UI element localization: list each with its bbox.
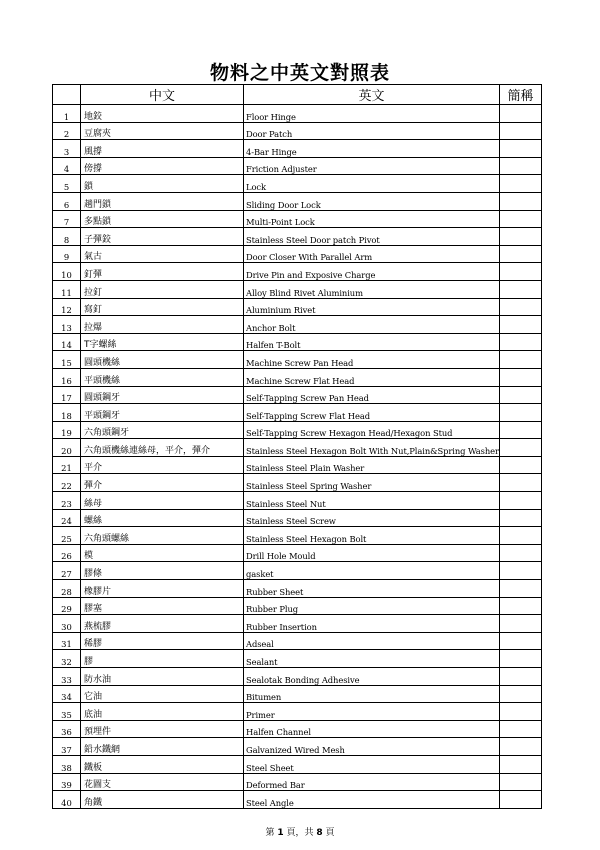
table-row bbox=[53, 703, 542, 721]
table-row bbox=[53, 245, 542, 263]
english-term: Rubber Sheet bbox=[244, 580, 500, 598]
chinese-term: 橡膠片 bbox=[81, 580, 244, 598]
abbreviation-cell bbox=[500, 280, 542, 298]
english-term: Stainless Steel Spring Washer bbox=[244, 474, 500, 492]
row-number: 15 bbox=[53, 351, 81, 369]
abbreviation-cell bbox=[500, 668, 542, 686]
abbreviation-cell bbox=[500, 527, 542, 545]
abbreviation-cell bbox=[500, 122, 542, 140]
table-row bbox=[53, 122, 542, 140]
row-number: 33 bbox=[53, 668, 81, 686]
table-row bbox=[53, 474, 542, 492]
row-number: 11 bbox=[53, 280, 81, 298]
table-row bbox=[53, 386, 542, 404]
table-row bbox=[53, 615, 542, 633]
row-number: 31 bbox=[53, 632, 81, 650]
english-term: Sealotak Bonding Adhesive bbox=[244, 668, 500, 686]
english-term: Door Closer With Parallel Arm bbox=[244, 245, 500, 263]
english-term: Floor Hinge bbox=[244, 105, 500, 123]
abbreviation-cell bbox=[500, 773, 542, 791]
row-number: 14 bbox=[53, 333, 81, 351]
english-term: Machine Screw Pan Head bbox=[244, 351, 500, 369]
abbreviation-cell bbox=[500, 492, 542, 510]
chinese-term: 平介 bbox=[81, 456, 244, 474]
english-term: Rubber Plug bbox=[244, 597, 500, 615]
chinese-term: 地鉸 bbox=[81, 105, 244, 123]
english-term: Stainless Steel Hexagon Bolt With Nut,Plain&Spring Washer bbox=[244, 439, 500, 457]
abbreviation-cell bbox=[500, 509, 542, 527]
table-row bbox=[53, 280, 542, 298]
row-number: 12 bbox=[53, 298, 81, 316]
abbreviation-cell bbox=[500, 439, 542, 457]
english-term: Multi-Point Lock bbox=[244, 210, 500, 228]
chinese-term: 平頭機絲 bbox=[81, 368, 244, 386]
english-term: Sliding Door Lock bbox=[244, 192, 500, 210]
chinese-term: 六角頭螺絲 bbox=[81, 527, 244, 545]
row-number: 16 bbox=[53, 368, 81, 386]
row-number: 8 bbox=[53, 228, 81, 246]
english-term: Drive Pin and Exposive Charge bbox=[244, 263, 500, 281]
chinese-term: 拉爆 bbox=[81, 316, 244, 334]
table-row bbox=[53, 263, 542, 281]
footer-mid: 頁，共 bbox=[286, 828, 314, 838]
row-number: 10 bbox=[53, 263, 81, 281]
row-number: 23 bbox=[53, 492, 81, 510]
abbreviation-cell bbox=[500, 263, 542, 281]
abbreviation-cell bbox=[500, 755, 542, 773]
table-row bbox=[53, 720, 542, 738]
chinese-term: 模 bbox=[81, 544, 244, 562]
english-term: Aluminium Rivet bbox=[244, 298, 500, 316]
row-number: 5 bbox=[53, 175, 81, 193]
page-title: 物料之中英文對照表 bbox=[209, 62, 390, 84]
terms-table bbox=[52, 84, 542, 809]
chinese-term: 膠塞 bbox=[81, 597, 244, 615]
row-number: 26 bbox=[53, 544, 81, 562]
english-term: Self-Tapping Screw Flat Head bbox=[244, 404, 500, 422]
chinese-term: 彈介 bbox=[81, 474, 244, 492]
english-term: Stainless Steel Nut bbox=[244, 492, 500, 510]
header-abbreviation: 簡稱 bbox=[500, 85, 542, 105]
row-number: 17 bbox=[53, 386, 81, 404]
table-row bbox=[53, 632, 542, 650]
chinese-term: 趟門鎖 bbox=[81, 192, 244, 210]
english-term: Halfen Channel bbox=[244, 720, 500, 738]
abbreviation-cell bbox=[500, 404, 542, 422]
table-row bbox=[53, 140, 542, 158]
header-english: 英文 bbox=[244, 85, 500, 105]
table-row bbox=[53, 421, 542, 439]
row-number: 24 bbox=[53, 509, 81, 527]
table-row bbox=[53, 580, 542, 598]
table-row bbox=[53, 298, 542, 316]
table-row bbox=[53, 562, 542, 580]
chinese-term: 鐵板 bbox=[81, 755, 244, 773]
header-chinese: 中文 bbox=[81, 85, 244, 105]
chinese-term: 風撐 bbox=[81, 140, 244, 158]
abbreviation-cell bbox=[500, 738, 542, 756]
table-row bbox=[53, 685, 542, 703]
chinese-term: 氣古 bbox=[81, 245, 244, 263]
row-number: 1 bbox=[53, 105, 81, 123]
chinese-term: 寫釘 bbox=[81, 298, 244, 316]
chinese-term: T字螺絲 bbox=[81, 333, 244, 351]
english-term: Adseal bbox=[244, 632, 500, 650]
english-term: Stainless Steel Door patch Pivot bbox=[244, 228, 500, 246]
table-row bbox=[53, 544, 542, 562]
english-term: Anchor Bolt bbox=[244, 316, 500, 334]
table-row bbox=[53, 404, 542, 422]
abbreviation-cell bbox=[500, 351, 542, 369]
table-row bbox=[53, 439, 542, 457]
chinese-term: 平頭鋼牙 bbox=[81, 404, 244, 422]
row-number: 25 bbox=[53, 527, 81, 545]
row-number: 19 bbox=[53, 421, 81, 439]
english-term: Stainless Steel Plain Washer bbox=[244, 456, 500, 474]
english-term: Alloy Blind Rivet Aluminium bbox=[244, 280, 500, 298]
abbreviation-cell bbox=[500, 333, 542, 351]
abbreviation-cell bbox=[500, 685, 542, 703]
row-number: 20 bbox=[53, 439, 81, 457]
abbreviation-cell bbox=[500, 632, 542, 650]
row-number: 4 bbox=[53, 157, 81, 175]
english-term: Bitumen bbox=[244, 685, 500, 703]
row-number: 27 bbox=[53, 562, 81, 580]
english-term: Steel Angle bbox=[244, 791, 500, 809]
row-number: 36 bbox=[53, 720, 81, 738]
abbreviation-cell bbox=[500, 615, 542, 633]
footer-total-pages: 8 bbox=[316, 828, 323, 838]
abbreviation-cell bbox=[500, 421, 542, 439]
abbreviation-cell bbox=[500, 720, 542, 738]
table-row bbox=[53, 755, 542, 773]
table-row bbox=[53, 738, 542, 756]
chinese-term: 防水油 bbox=[81, 668, 244, 686]
table-row bbox=[53, 668, 542, 686]
row-number: 21 bbox=[53, 456, 81, 474]
english-term: Steel Sheet bbox=[244, 755, 500, 773]
chinese-term: 六角頭機絲連絲母，平介，彈介 bbox=[81, 439, 244, 457]
row-number: 2 bbox=[53, 122, 81, 140]
row-number: 35 bbox=[53, 703, 81, 721]
table-row bbox=[53, 105, 542, 123]
chinese-term: 鎖 bbox=[81, 175, 244, 193]
english-term: Primer bbox=[244, 703, 500, 721]
row-number: 39 bbox=[53, 773, 81, 791]
abbreviation-cell bbox=[500, 192, 542, 210]
chinese-term: 預埋件 bbox=[81, 720, 244, 738]
english-term: 4-Bar Hinge bbox=[244, 140, 500, 158]
table-row bbox=[53, 351, 542, 369]
abbreviation-cell bbox=[500, 474, 542, 492]
english-term: Stainless Steel Hexagon Bolt bbox=[244, 527, 500, 545]
abbreviation-cell bbox=[500, 210, 542, 228]
english-term: Self-Tapping Screw Pan Head bbox=[244, 386, 500, 404]
chinese-term: 六角頭鋼牙 bbox=[81, 421, 244, 439]
row-number: 28 bbox=[53, 580, 81, 598]
english-term: Self-Tapping Screw Hexagon Head/Hexagon Stud bbox=[244, 421, 500, 439]
english-term: Drill Hole Mould bbox=[244, 544, 500, 562]
english-term: Machine Screw Flat Head bbox=[244, 368, 500, 386]
row-number: 9 bbox=[53, 245, 81, 263]
abbreviation-cell bbox=[500, 544, 542, 562]
row-number: 38 bbox=[53, 755, 81, 773]
row-number: 3 bbox=[53, 140, 81, 158]
table-row bbox=[53, 791, 542, 809]
abbreviation-cell bbox=[500, 386, 542, 404]
abbreviation-cell bbox=[500, 580, 542, 598]
chinese-term: 膠條 bbox=[81, 562, 244, 580]
chinese-term: 多點鎖 bbox=[81, 210, 244, 228]
footer-page-number: 1 bbox=[277, 828, 284, 838]
chinese-term: 它油 bbox=[81, 685, 244, 703]
chinese-term: 燕梳膠 bbox=[81, 615, 244, 633]
table-row bbox=[53, 210, 542, 228]
abbreviation-cell bbox=[500, 791, 542, 809]
header-row bbox=[53, 85, 542, 105]
table-row bbox=[53, 228, 542, 246]
chinese-term: 子彈鉸 bbox=[81, 228, 244, 246]
english-term: gasket bbox=[244, 562, 500, 580]
abbreviation-cell bbox=[500, 703, 542, 721]
english-term: Stainless Steel Screw bbox=[244, 509, 500, 527]
row-number: 13 bbox=[53, 316, 81, 334]
row-number: 18 bbox=[53, 404, 81, 422]
row-number: 7 bbox=[53, 210, 81, 228]
abbreviation-cell bbox=[500, 316, 542, 334]
chinese-term: 膠 bbox=[81, 650, 244, 668]
english-term: Rubber Insertion bbox=[244, 615, 500, 633]
row-number: 30 bbox=[53, 615, 81, 633]
chinese-term: 底油 bbox=[81, 703, 244, 721]
english-term: Lock bbox=[244, 175, 500, 193]
table-row bbox=[53, 492, 542, 510]
table-row bbox=[53, 316, 542, 334]
abbreviation-cell bbox=[500, 597, 542, 615]
english-term: Door Patch bbox=[244, 122, 500, 140]
chinese-term: 鉛水鐵網 bbox=[81, 738, 244, 756]
english-term: Deformed Bar bbox=[244, 773, 500, 791]
abbreviation-cell bbox=[500, 368, 542, 386]
row-number: 37 bbox=[53, 738, 81, 756]
footer-suffix: 頁 bbox=[325, 828, 335, 838]
chinese-term: 花圖支 bbox=[81, 773, 244, 791]
chinese-term: 圓頭鋼牙 bbox=[81, 386, 244, 404]
footer-prefix: 第 bbox=[265, 828, 275, 838]
page-footer bbox=[0, 825, 600, 838]
row-number: 6 bbox=[53, 192, 81, 210]
chinese-term: 稀膠 bbox=[81, 632, 244, 650]
chinese-term: 釘彈 bbox=[81, 263, 244, 281]
table-row bbox=[53, 333, 542, 351]
abbreviation-cell bbox=[500, 650, 542, 668]
table-row bbox=[53, 597, 542, 615]
abbreviation-cell bbox=[500, 228, 542, 246]
chinese-term: 豆腐夾 bbox=[81, 122, 244, 140]
abbreviation-cell bbox=[500, 175, 542, 193]
abbreviation-cell bbox=[500, 140, 542, 158]
table-row bbox=[53, 157, 542, 175]
table-row bbox=[53, 527, 542, 545]
table-row bbox=[53, 650, 542, 668]
chinese-term: 螺絲 bbox=[81, 509, 244, 527]
row-number: 40 bbox=[53, 791, 81, 809]
chinese-term: 角鐵 bbox=[81, 791, 244, 809]
abbreviation-cell bbox=[500, 456, 542, 474]
row-number: 32 bbox=[53, 650, 81, 668]
table-row bbox=[53, 773, 542, 791]
chinese-term: 絲母 bbox=[81, 492, 244, 510]
row-number: 29 bbox=[53, 597, 81, 615]
abbreviation-cell bbox=[500, 562, 542, 580]
abbreviation-cell bbox=[500, 105, 542, 123]
table-row bbox=[53, 456, 542, 474]
english-term: Friction Adjuster bbox=[244, 157, 500, 175]
table-row bbox=[53, 192, 542, 210]
chinese-term: 傍撐 bbox=[81, 157, 244, 175]
english-term: Halfen T-Bolt bbox=[244, 333, 500, 351]
table-row bbox=[53, 368, 542, 386]
english-term: Sealant bbox=[244, 650, 500, 668]
abbreviation-cell bbox=[500, 157, 542, 175]
table-row bbox=[53, 175, 542, 193]
row-number: 22 bbox=[53, 474, 81, 492]
chinese-term: 圓頭機絲 bbox=[81, 351, 244, 369]
chinese-term: 拉釘 bbox=[81, 280, 244, 298]
table-body bbox=[53, 105, 542, 809]
header-number bbox=[53, 85, 81, 105]
abbreviation-cell bbox=[500, 298, 542, 316]
english-term: Galvanized Wired Mesh bbox=[244, 738, 500, 756]
abbreviation-cell bbox=[500, 245, 542, 263]
table-row bbox=[53, 509, 542, 527]
row-number: 34 bbox=[53, 685, 81, 703]
